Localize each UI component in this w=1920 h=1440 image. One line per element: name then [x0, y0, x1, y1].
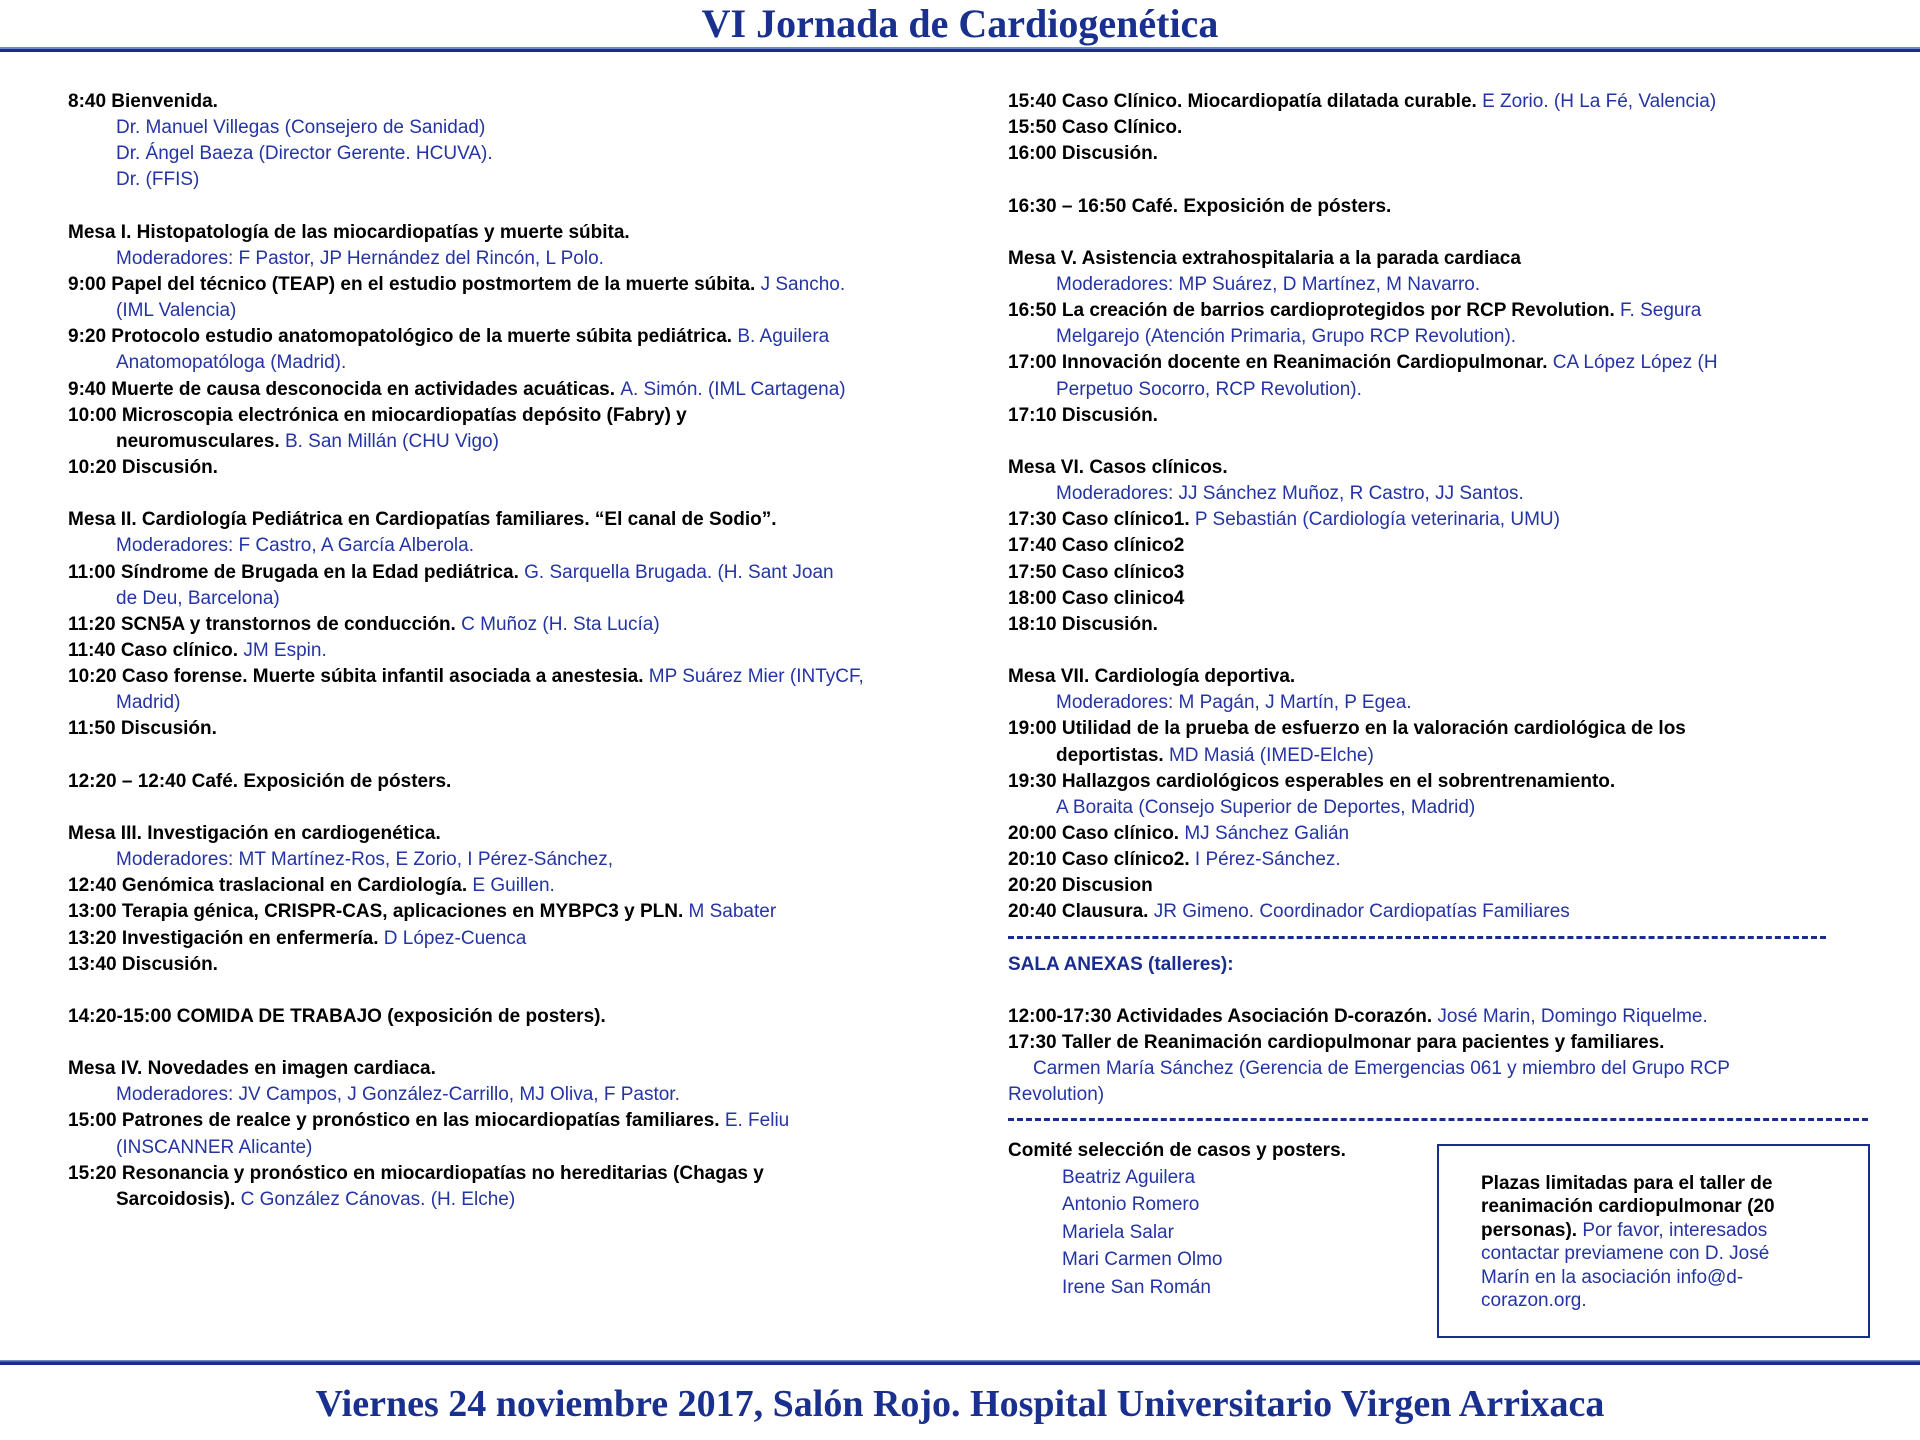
program-line: [1008, 194, 1878, 220]
session-text: 15:50 Caso Clínico.: [1008, 117, 1183, 139]
program-line: [1481, 1266, 1852, 1289]
program-line: [68, 1056, 1003, 1082]
title-rule: [0, 47, 1920, 52]
session-text: Sarcoidosis).: [116, 1188, 241, 1210]
blank-line: [1008, 978, 1878, 1004]
speaker-text: Marín en la asociación info@d-: [1481, 1266, 1744, 1288]
session-text: Mesa VI. Casos clínicos.: [1008, 456, 1228, 478]
program-line: [68, 769, 1003, 795]
speaker-text: Revolution): [1008, 1084, 1105, 1106]
session-text: 20:10 Caso clínico2.: [1008, 849, 1195, 871]
speaker-text: Moderadores: F Castro, A García Alberola.: [116, 535, 475, 557]
session-text: 9:00 Papel del técnico (TEAP) en el estudio postmortem de la muerte súbita.: [68, 273, 761, 295]
speaker-text: C González Cánovas. (H. Elche): [240, 1188, 516, 1210]
session-text: personas).: [1481, 1219, 1583, 1241]
committee-member: Mariela Salar: [1062, 1221, 1174, 1243]
speaker-text: Dr. Ángel Baeza (Director Gerente. HCUVA).: [116, 143, 493, 165]
session-text: 9:40 Muerte de causa desconocida en actividades acuáticas.: [68, 378, 621, 400]
program-line: [1008, 141, 1878, 167]
blank-line: [68, 795, 1003, 821]
program-line: [68, 455, 1003, 481]
session-text: 13:40 Discusión.: [68, 953, 218, 975]
program-line: [1008, 324, 1878, 350]
program-line: [68, 220, 1003, 246]
speaker-text: Melgarejo (Atención Primaria, Grupo RCP Revolution).: [1056, 326, 1517, 348]
session-text: 17:00 Innovación docente en Reanimación Cardiopulmonar.: [1008, 352, 1553, 374]
session-text: 17:30 Caso clínico1.: [1008, 509, 1195, 531]
speaker-text: C Muñoz (H. Sta Lucía): [461, 613, 660, 635]
committee-member: Beatriz Aguilera: [1062, 1167, 1196, 1188]
program-line: [68, 533, 1003, 559]
program-line: [68, 612, 1003, 638]
speaker-text: JM Espin.: [243, 639, 327, 661]
speaker-text: E. Feliu: [724, 1110, 790, 1132]
session-text: 19:30 Hallazgos cardiológicos esperables en el sobrentrenamiento.: [1008, 770, 1616, 792]
program-line: [1008, 533, 1878, 559]
session-text: 10:20 Caso forense. Muerte súbita infantil asociada a anestesia.: [68, 666, 649, 688]
session-text: 19:00 Utilidad de la prueba de esfuerzo en la valoración cardiológica de los: [1008, 718, 1686, 740]
session-text: Mesa III. Investigación en cardiogenética.: [68, 822, 441, 844]
speaker-text: A Boraita (Consejo Superior de Deportes, Madrid): [1056, 796, 1476, 818]
program-line: [68, 350, 1003, 376]
program-line: [1008, 690, 1878, 716]
program-line: [1008, 455, 1878, 481]
section-heading-text: SALA ANEXAS (talleres):: [1008, 953, 1234, 975]
speaker-text: E Zorio. (H La Fé, Valencia): [1482, 91, 1717, 112]
speaker-text: Dr. Manuel Villegas (Consejero de Sanidad): [116, 117, 486, 139]
program-line: [1008, 272, 1878, 298]
speaker-text: Moderadores: JV Campos, J González-Carrillo, MJ Oliva, F Pastor.: [116, 1084, 680, 1106]
program-line: [68, 246, 1003, 272]
speaker-text: Anatomopatóloga (Madrid).: [116, 352, 347, 374]
notice-box: [1437, 1144, 1870, 1338]
session-text: 13:00 Terapia génica, CRISPR-CAS, aplicaciones en MYBPC3 y PLN.: [68, 901, 689, 923]
speaker-text: de Deu, Barcelona): [116, 587, 280, 609]
dashed-separator: [1008, 926, 1878, 952]
session-text: 20:20 Discusion: [1008, 875, 1153, 897]
program-line: [1481, 1195, 1852, 1218]
program-line: [68, 1004, 1003, 1030]
speaker-text: A. Simón. (IML Cartagena): [620, 378, 846, 400]
committee-member: Irene San Román: [1062, 1276, 1211, 1298]
program-line: [1008, 1004, 1878, 1030]
blank-line: [1008, 220, 1878, 246]
program-line: [1008, 246, 1878, 272]
blank-line: [1008, 167, 1878, 193]
program-line: [68, 664, 1003, 690]
program-line: [1008, 795, 1878, 821]
blank-line: [1008, 429, 1878, 455]
session-text: 17:50 Caso clínico3: [1008, 561, 1185, 583]
session-text: 15:00 Patrones de realce y pronóstico en las miocardiopatías familiares.: [68, 1110, 725, 1132]
program-line: [68, 1187, 1003, 1213]
page-title: VI Jornada de Cardiogenética: [701, 1, 1219, 46]
session-text: Plazas limitadas para el taller de: [1481, 1173, 1773, 1194]
session-text: 17:30 Taller de Reanimación cardiopulmonar para pacientes y familiares.: [1008, 1032, 1665, 1054]
program-line: [1008, 716, 1878, 742]
session-text: 11:40 Caso clínico.: [68, 639, 244, 661]
program-line: [1008, 873, 1878, 899]
program-line: [1008, 560, 1878, 586]
program-line: [1008, 89, 1878, 115]
session-text: 13:20 Investigación en enfermería.: [68, 927, 384, 949]
program-line: [68, 89, 1003, 115]
session-text: 10:20 Discusión.: [68, 456, 218, 478]
program-line: [1481, 1242, 1852, 1265]
program-line: [1481, 1289, 1852, 1312]
blank-line: [68, 978, 1003, 1004]
session-text: 16:50 La creación de barrios cardioprotegidos por RCP Revolution.: [1008, 300, 1621, 322]
committee-block: [1008, 1138, 1346, 1301]
speaker-text: (INSCANNER Alicante): [116, 1136, 313, 1158]
program-line: [68, 847, 1003, 873]
blank-line: [1008, 638, 1878, 664]
program-line: [68, 1135, 1003, 1161]
program-line: [1008, 481, 1878, 507]
program-line: [1008, 1082, 1878, 1108]
session-text: deportistas.: [1056, 744, 1169, 766]
session-text: 11:50 Discusión.: [68, 718, 217, 740]
program-line: [68, 1108, 1003, 1134]
program-line: [68, 560, 1003, 586]
speaker-text: corazon.org.: [1481, 1290, 1587, 1312]
session-text: 20:00 Caso clínico.: [1008, 822, 1185, 844]
program-line: [1481, 1219, 1852, 1242]
session-text: 15:40 Caso Clínico. Miocardiopatía dilatada curable.: [1008, 91, 1483, 112]
schedule-left-column: [68, 89, 1003, 1213]
speaker-text: JR Gimeno. Coordinador Cardiopatías Familiares: [1153, 901, 1570, 923]
session-text: 20:40 Clausura.: [1008, 901, 1154, 923]
session-text: 15:20 Resonancia y pronóstico en miocardiopatías no hereditarias (Chagas y: [68, 1162, 764, 1184]
committee-member: Antonio Romero: [1062, 1194, 1200, 1216]
speaker-text: D López-Cuenca: [383, 927, 527, 949]
program-line: [1481, 1172, 1852, 1195]
session-text: reanimación cardiopulmonar (20: [1481, 1196, 1775, 1218]
program-line: [1008, 586, 1878, 612]
program-line: [1008, 1030, 1878, 1056]
footer-rule: [0, 1360, 1920, 1365]
program-line: [68, 507, 1003, 533]
blank-line: [68, 1030, 1003, 1056]
session-text: 16:00 Discusión.: [1008, 143, 1158, 165]
speaker-text: Moderadores: JJ Sánchez Muñoz, R Castro, JJ Santos.: [1056, 483, 1524, 505]
session-text: 18:00 Caso clinico4: [1008, 587, 1185, 609]
program-line: [1008, 403, 1878, 429]
program-line: [1008, 899, 1878, 925]
speaker-text: contactar previamene con D. José: [1481, 1243, 1770, 1265]
speaker-text: Moderadores: MT Martínez-Ros, E Zorio, I Pérez-Sánchez,: [116, 849, 613, 871]
committee-member: Mari Carmen Olmo: [1062, 1249, 1223, 1271]
program-line: [68, 690, 1003, 716]
blank-line: [68, 194, 1003, 220]
session-text: Mesa I. Histopatología de las miocardiopatías y muerte súbita.: [68, 221, 630, 243]
session-text: Mesa V. Asistencia extrahospitalaria a la parada cardiaca: [1008, 247, 1521, 269]
program-line: [68, 638, 1003, 664]
program-line: [68, 324, 1003, 350]
session-text: 18:10 Discusión.: [1008, 613, 1158, 635]
program-line: [1008, 821, 1878, 847]
program-line: [68, 716, 1003, 742]
program-line: [68, 926, 1003, 952]
speaker-text: MP Suárez Mier (INTyCF,: [648, 666, 864, 688]
session-text: 8:40 Bienvenida.: [68, 91, 218, 112]
speaker-text: M Sabater: [688, 901, 777, 923]
speaker-text: Moderadores: MP Suárez, D Martínez, M Navarro.: [1056, 273, 1481, 295]
session-text: 11:20 SCN5A y transtornos de conducción.: [68, 613, 462, 635]
speaker-text: Por favor, interesados: [1582, 1219, 1768, 1241]
program-line: [1008, 743, 1878, 769]
program-line: [1008, 377, 1878, 403]
program-line: [1008, 350, 1878, 376]
program-line: [1008, 952, 1878, 978]
program-line: [68, 873, 1003, 899]
session-text: 12:20 – 12:40 Café. Exposición de pósters.: [68, 770, 452, 792]
program-line: [1008, 115, 1878, 141]
blank-line: [68, 481, 1003, 507]
program-line: [68, 115, 1003, 141]
session-text: Mesa IV. Novedades en imagen cardiaca.: [68, 1058, 436, 1080]
session-text: 14:20-15:00 COMIDA DE TRABAJO (exposición de posters).: [68, 1005, 606, 1027]
program-line: [1008, 507, 1878, 533]
session-text: 16:30 – 16:50 Café. Exposición de pósters.: [1008, 195, 1392, 217]
program-line: [1008, 847, 1878, 873]
session-text: 12:40 Genómica traslacional en Cardiología.: [68, 875, 473, 897]
session-text: 10:00 Microscopia electrónica en miocardiopatías depósito (Fabry) y: [68, 404, 687, 426]
speaker-text: CA López López (H: [1552, 352, 1718, 374]
program-line: [68, 1161, 1003, 1187]
program-line: [1008, 769, 1878, 795]
speaker-text: Moderadores: F Pastor, JP Hernández del Rincón, L Polo.: [116, 247, 604, 269]
speaker-text: Dr. (FFIS): [116, 169, 200, 191]
speaker-text: G. Sarquella Brugada. (H. Sant Joan: [524, 561, 834, 583]
speaker-text: F. Segura: [1620, 300, 1702, 322]
session-text: Mesa VII. Cardiología deportiva.: [1008, 666, 1296, 688]
speaker-text: P Sebastián (Cardiología veterinaria, UMU): [1194, 509, 1560, 531]
speaker-text: E Guillen.: [472, 875, 555, 897]
speaker-text: José Marin, Domingo Riquelme.: [1437, 1005, 1708, 1027]
program-line: [68, 952, 1003, 978]
program-line: [68, 403, 1003, 429]
speaker-text: Madrid): [116, 692, 181, 714]
program-line: [1008, 298, 1878, 324]
speaker-text: B. San Millán (CHU Vigo): [284, 430, 499, 452]
program-line: [68, 298, 1003, 324]
program-line: [1008, 1056, 1878, 1082]
program-line: [68, 141, 1003, 167]
program-line: [68, 586, 1003, 612]
session-text: neuromusculares.: [116, 430, 285, 452]
blank-line: [68, 743, 1003, 769]
program-line: [68, 899, 1003, 925]
session-text: 17:10 Discusión.: [1008, 404, 1158, 426]
speaker-text: MJ Sánchez Galián: [1184, 822, 1350, 844]
program-line: [1008, 612, 1878, 638]
speaker-text: B. Aguilera: [737, 326, 830, 348]
speaker-text: I Pérez-Sánchez.: [1194, 849, 1341, 871]
speaker-text: Perpetuo Socorro, RCP Revolution).: [1056, 378, 1362, 400]
footer-title: Viernes 24 noviembre 2017, Salón Rojo. Hospital Universitario Virgen Arrixaca: [315, 1383, 1605, 1425]
session-text: 9:20 Protocolo estudio anatomopatológico de la muerte súbita pediátrica.: [68, 326, 738, 348]
program-line: [68, 272, 1003, 298]
speaker-text: Carmen María Sánchez (Gerencia de Emergencias 061 y miembro del Grupo RCP: [1033, 1058, 1730, 1080]
program-line: [68, 167, 1003, 193]
program-line: [1008, 664, 1878, 690]
session-text: 12:00-17:30 Actividades Asociación D-corazón.: [1008, 1005, 1438, 1027]
program-line: [68, 429, 1003, 455]
program-line: [68, 377, 1003, 403]
session-text: 11:00 Síndrome de Brugada en la Edad pediátrica.: [68, 561, 525, 583]
committee-heading: Comité selección de casos y posters.: [1008, 1140, 1346, 1161]
session-text: Mesa II. Cardiología Pediátrica en Cardiopatías familiares. “El canal de Sodio”.: [68, 509, 777, 531]
speaker-text: (IML Valencia): [116, 300, 237, 322]
session-text: 17:40 Caso clínico2: [1008, 535, 1185, 557]
program-line: [68, 1082, 1003, 1108]
speaker-text: J Sancho.: [760, 273, 846, 295]
speaker-text: MD Masiá (IMED-Elche): [1168, 744, 1374, 766]
committee-member-list: [1008, 1164, 1346, 1301]
program-line: [68, 821, 1003, 847]
schedule-right-column: [1008, 89, 1878, 1135]
dashed-separator: [1008, 1108, 1878, 1134]
speaker-text: Moderadores: M Pagán, J Martín, P Egea.: [1056, 692, 1412, 714]
